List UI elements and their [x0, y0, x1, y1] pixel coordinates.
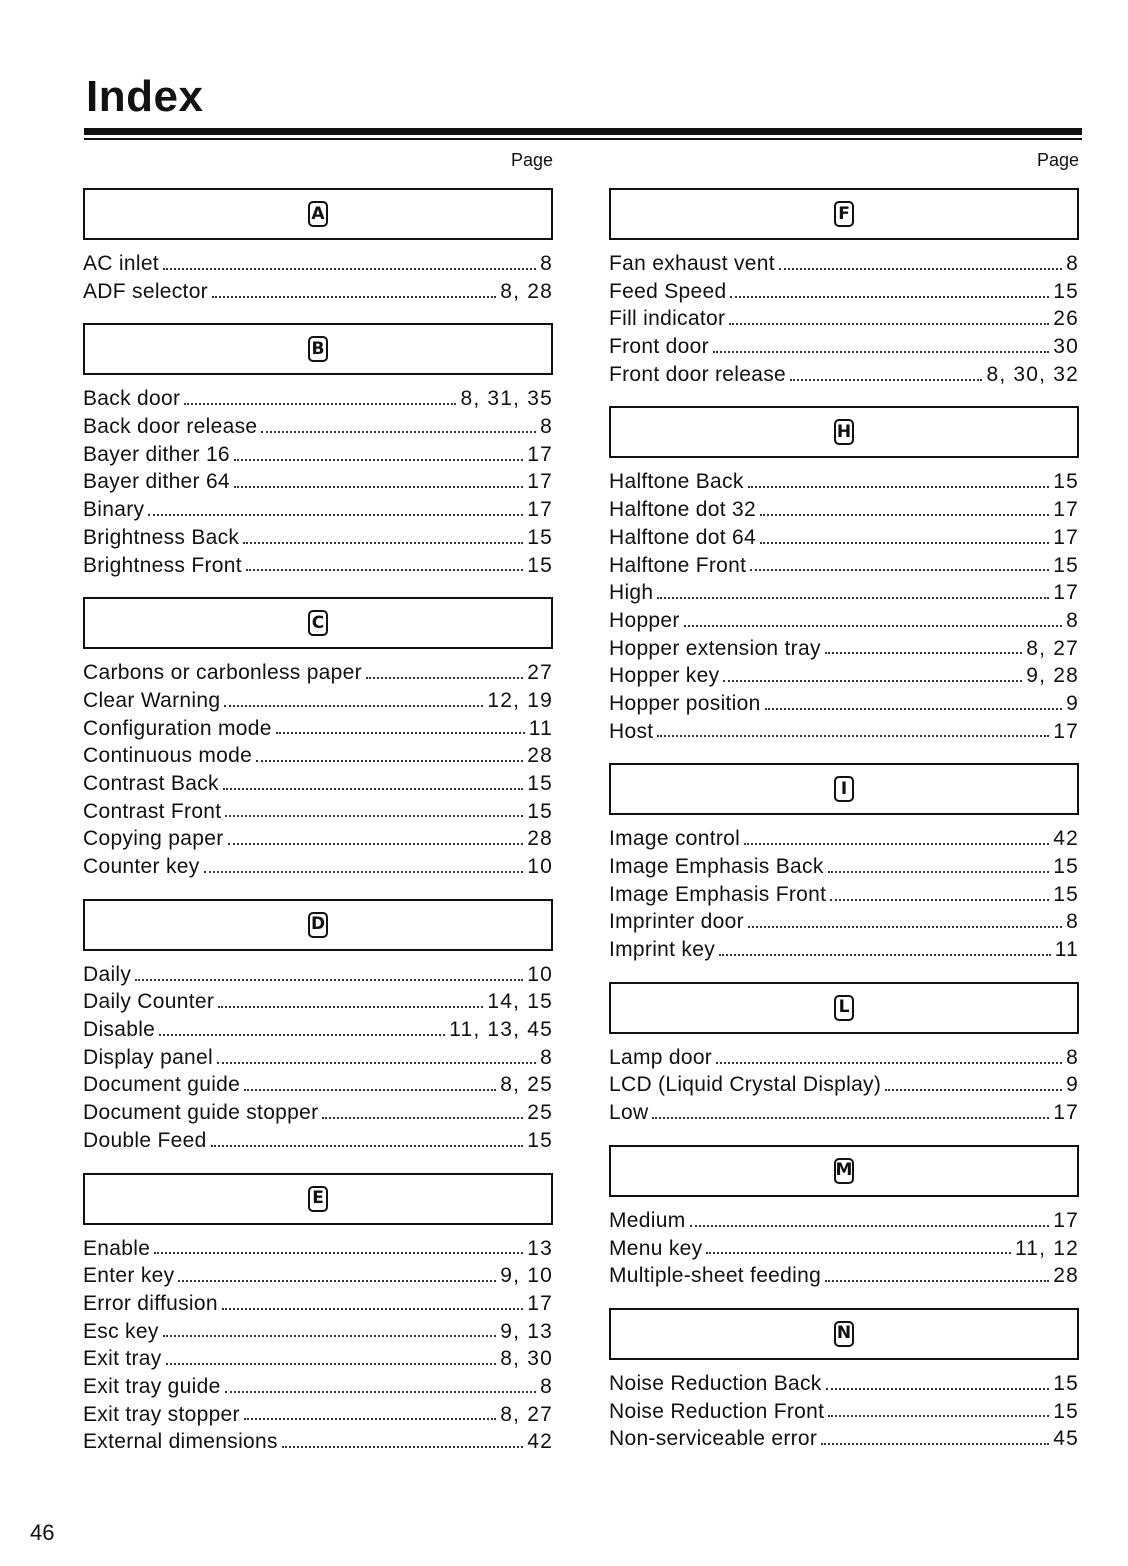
entry-term: Halftone Front: [609, 553, 747, 577]
entry-term: Exit tray: [83, 1347, 162, 1371]
dot-leader: [135, 979, 523, 981]
dot-leader: [706, 1252, 1011, 1254]
section-header-i: [609, 763, 1079, 815]
entry-pages: 28: [527, 744, 553, 768]
entry-term: Menu key: [609, 1236, 703, 1260]
index-entry: [609, 883, 1079, 911]
index-entry: [83, 1073, 553, 1101]
entry-term: Hopper extension tray: [609, 636, 821, 660]
entry-pages: 9: [1066, 691, 1079, 715]
entry-term: Document guide stopper: [83, 1101, 319, 1125]
entry-pages: 8, 31, 35: [460, 387, 553, 411]
index-entry: [609, 664, 1079, 692]
entry-term: Bayer dither 16: [83, 442, 230, 466]
page-column-label: Page: [1036, 150, 1079, 170]
section-header-e: [83, 1173, 553, 1225]
entry-term: Exit tray guide: [83, 1374, 221, 1398]
entry-pages: 10: [527, 962, 553, 986]
index-entry: [609, 307, 1079, 335]
entry-term: Feed Speed: [609, 279, 727, 303]
entry-pages: 17: [1053, 719, 1079, 743]
section-letter: M: [834, 1158, 854, 1184]
entry-pages: 17: [1053, 1208, 1079, 1232]
index-entry: [609, 280, 1079, 308]
dot-leader: [690, 1225, 1050, 1227]
index-entry: [83, 526, 553, 554]
index-entry: [609, 526, 1079, 554]
entry-term: Host: [609, 719, 654, 743]
entry-pages: 28: [1053, 1264, 1079, 1288]
entry-term: Configuration mode: [83, 716, 272, 740]
index-entry: [83, 744, 553, 772]
index-entry: [83, 717, 553, 745]
entry-pages: 15: [527, 799, 553, 823]
entry-term: Double Feed: [83, 1128, 207, 1152]
dot-leader: [765, 708, 1063, 710]
dot-leader: [825, 652, 1023, 654]
index-entry: [83, 554, 553, 582]
dot-leader: [828, 1415, 1049, 1417]
entry-pages: 42: [1053, 827, 1079, 851]
index-entry: [83, 1018, 553, 1046]
dot-leader: [218, 1006, 483, 1008]
entry-pages: 15: [1053, 1371, 1079, 1395]
index-entry: [609, 363, 1079, 391]
index-entry: [609, 335, 1079, 363]
index-entry-list: [83, 1237, 553, 1459]
index-entry: [83, 498, 553, 526]
dot-leader: [244, 1418, 496, 1420]
entry-term: Noise Reduction Back: [609, 1371, 822, 1395]
entry-pages: 12, 19: [487, 688, 553, 712]
dot-leader: [821, 1443, 1049, 1445]
dot-leader: [652, 1117, 1049, 1119]
dot-leader: [657, 597, 1049, 599]
dot-leader: [224, 705, 483, 707]
index-entry: [609, 910, 1079, 938]
entry-pages: 9, 28: [1026, 664, 1079, 688]
index-entry: [609, 554, 1079, 582]
section-header-n: [609, 1308, 1079, 1360]
entry-pages: 8: [1066, 608, 1079, 632]
entry-pages: 15: [1053, 882, 1079, 906]
entry-pages: 8: [540, 1045, 553, 1069]
entry-pages: 45: [1053, 1427, 1079, 1451]
index-entry: [609, 609, 1079, 637]
entry-pages: 25: [527, 1101, 553, 1125]
entry-term: Halftone dot 32: [609, 498, 756, 522]
entry-term: Fan exhaust vent: [609, 252, 775, 275]
entry-term: Image control: [609, 827, 741, 851]
entry-term: Clear Warning: [83, 688, 221, 712]
dot-leader: [716, 1062, 1062, 1064]
index-entry: [83, 1292, 553, 1320]
index-entry: [609, 855, 1079, 883]
index-entry: [83, 772, 553, 800]
section-letter: D: [308, 912, 328, 938]
entry-pages: 13: [527, 1236, 553, 1260]
dot-leader: [826, 1388, 1050, 1390]
entry-pages: 17: [1053, 525, 1079, 549]
dot-leader: [246, 569, 523, 571]
dot-leader: [322, 1117, 523, 1119]
section-letter: L: [834, 995, 854, 1021]
dot-leader: [282, 1446, 523, 1448]
section-letter: C: [308, 610, 328, 636]
page-number: 46: [30, 1520, 55, 1545]
dot-leader: [276, 732, 525, 734]
dot-leader: [885, 1089, 1062, 1091]
entry-pages: 17: [1053, 498, 1079, 522]
entry-term: ADF selector: [83, 279, 208, 303]
index-entry: [83, 470, 553, 498]
index-entry: [83, 990, 553, 1018]
entry-term: Contrast Back: [83, 771, 219, 795]
entry-term: Daily: [83, 962, 132, 986]
index-entry-list: [609, 1372, 1079, 1455]
dot-leader: [225, 815, 523, 817]
entry-pages: 8: [1066, 252, 1079, 275]
index-entry: [609, 1209, 1079, 1237]
entry-term: Counter key: [83, 855, 200, 878]
index-entry: [609, 252, 1079, 280]
entry-pages: 8, 28: [500, 279, 553, 303]
index-entry: [83, 963, 553, 991]
index-entry: [609, 1237, 1079, 1265]
entry-term: Medium: [609, 1208, 686, 1232]
index-entry: [83, 1046, 553, 1074]
section-header-h: [609, 406, 1079, 458]
index-entry: [83, 415, 553, 443]
entry-term: Brightness Back: [83, 525, 240, 549]
entry-term: Back door: [83, 387, 181, 411]
section-letter: H: [834, 419, 854, 445]
entry-pages: 15: [1053, 470, 1079, 494]
index-entry-list: [83, 963, 553, 1157]
index-entry: [83, 689, 553, 717]
dot-leader: [830, 899, 1049, 901]
entry-pages: 28: [527, 827, 553, 851]
dot-leader: [148, 514, 523, 516]
entry-pages: 11, 12: [1014, 1236, 1079, 1260]
dot-leader: [217, 1062, 536, 1064]
index-entry-list: [609, 827, 1079, 965]
index-entry: [609, 1427, 1079, 1455]
dot-leader: [222, 1308, 523, 1310]
index-column-left: [83, 148, 553, 1474]
entry-pages: 11: [1054, 938, 1079, 962]
entry-term: Exit tray stopper: [83, 1402, 240, 1426]
entry-term: LCD (Liquid Crystal Display): [609, 1073, 882, 1097]
dot-leader: [779, 268, 1062, 270]
index-entry-list: [83, 387, 553, 581]
entry-pages: 15: [1053, 553, 1079, 577]
dot-leader: [163, 1335, 497, 1337]
dot-leader: [228, 843, 524, 845]
entry-term: Hopper key: [609, 664, 720, 688]
dot-leader: [223, 788, 523, 790]
entry-term: Continuous mode: [83, 744, 253, 768]
index-entry-list: [609, 252, 1079, 390]
dot-leader: [225, 1391, 537, 1393]
dot-leader: [760, 514, 1049, 516]
entry-term: Image Emphasis Back: [609, 855, 824, 878]
index-entry: [83, 1320, 553, 1348]
index-entry: [83, 1375, 553, 1403]
index-entry: [609, 498, 1079, 526]
section-letter: A: [308, 201, 328, 227]
index-entry: [83, 387, 553, 415]
dot-leader: [729, 323, 1049, 325]
entry-term: Contrast Front: [83, 799, 222, 823]
dot-leader: [261, 431, 536, 433]
index-entry: [609, 470, 1079, 498]
index-entry: [83, 1403, 553, 1431]
dot-leader: [211, 1145, 524, 1147]
entry-pages: 17: [1053, 1101, 1079, 1125]
page-column-label: Page: [510, 150, 553, 170]
dot-leader: [163, 268, 536, 270]
dot-leader: [828, 871, 1050, 873]
index-entry: [609, 692, 1079, 720]
entry-term: Hopper: [609, 608, 680, 632]
section-letter: E: [308, 1186, 328, 1212]
section-header-d: [83, 899, 553, 951]
index-entry: [83, 800, 553, 828]
dot-leader: [154, 1252, 523, 1254]
entry-pages: 8: [1066, 910, 1079, 934]
entry-pages: 8: [540, 415, 553, 439]
entry-term: Hopper position: [609, 691, 761, 715]
entry-term: Low: [609, 1101, 649, 1125]
entry-pages: 14, 15: [487, 990, 553, 1014]
entry-pages: 8, 27: [500, 1402, 553, 1426]
title-rule-thick: [84, 128, 1082, 135]
dot-leader: [760, 542, 1049, 544]
entry-term: Binary: [83, 498, 145, 522]
entry-pages: 15: [527, 553, 553, 577]
dot-leader: [750, 569, 1049, 571]
dot-leader: [723, 680, 1022, 682]
index-entry-list: [609, 1209, 1079, 1292]
dot-leader: [657, 735, 1049, 737]
dot-leader: [243, 542, 523, 544]
dot-leader: [166, 1363, 497, 1365]
entry-pages: 11, 13, 45: [449, 1018, 553, 1042]
dot-leader: [748, 926, 1062, 928]
dot-leader: [719, 954, 1051, 956]
entry-pages: 11: [528, 716, 553, 740]
index-entry: [609, 1400, 1079, 1428]
dot-leader: [748, 486, 1050, 488]
index-entry: [83, 1237, 553, 1265]
index-entry: [83, 280, 553, 308]
index-entry: [83, 855, 553, 883]
index-entry: [609, 581, 1079, 609]
page-title: Index: [86, 72, 204, 121]
entry-pages: 10: [527, 855, 553, 878]
index-entry: [609, 720, 1079, 748]
entry-pages: 15: [527, 1128, 553, 1152]
index-entry: [83, 661, 553, 689]
dot-leader: [159, 1034, 445, 1036]
dot-leader: [234, 459, 523, 461]
entry-term: Brightness Front: [83, 553, 242, 577]
index-entry: [83, 827, 553, 855]
entry-term: Error diffusion: [83, 1291, 218, 1315]
dot-leader: [744, 843, 1049, 845]
entry-term: Halftone Back: [609, 470, 744, 494]
entry-term: Back door release: [83, 415, 258, 439]
entry-term: Daily Counter: [83, 990, 215, 1014]
entry-pages: 8, 25: [500, 1073, 553, 1097]
entry-term: Imprint key: [609, 938, 715, 962]
entry-pages: 26: [1053, 307, 1079, 331]
index-entry-list: [609, 470, 1079, 747]
index-entry: [83, 443, 553, 471]
entry-term: External dimensions: [83, 1430, 278, 1454]
entry-pages: 8: [540, 252, 553, 275]
entry-term: Front door release: [609, 362, 786, 386]
index-entry: [609, 1101, 1079, 1129]
index-entry: [83, 252, 553, 280]
index-entry: [83, 1347, 553, 1375]
dot-leader: [730, 296, 1049, 298]
index-entry-list: [83, 252, 553, 307]
index-column-right: [609, 148, 1079, 1471]
entry-term: Noise Reduction Front: [609, 1399, 825, 1423]
dot-leader: [256, 760, 523, 762]
entry-term: Esc key: [83, 1319, 159, 1343]
entry-term: Image Emphasis Front: [609, 882, 827, 906]
entry-pages: 17: [527, 1291, 553, 1315]
entry-term: Enter key: [83, 1264, 175, 1288]
entry-pages: 15: [1053, 279, 1079, 303]
entry-term: Halftone dot 64: [609, 525, 756, 549]
title-rule-thin: [84, 138, 1082, 140]
section-letter: I: [834, 776, 854, 802]
index-entry: [83, 1430, 553, 1458]
section-letter: B: [308, 336, 328, 362]
entry-term: Front door: [609, 335, 709, 359]
entry-pages: 15: [1053, 1399, 1079, 1423]
entry-term: Copying paper: [83, 827, 224, 851]
index-entry: [83, 1129, 553, 1157]
entry-pages: 17: [527, 442, 553, 466]
entry-term: AC inlet: [83, 252, 159, 275]
entry-pages: 17: [1053, 581, 1079, 605]
section-list: [83, 188, 553, 1458]
section-list: [609, 188, 1079, 1455]
section-header-b: [83, 323, 553, 375]
entry-pages: 9, 13: [500, 1319, 553, 1343]
entry-pages: 8, 30: [500, 1347, 553, 1371]
index-entry: [609, 1372, 1079, 1400]
dot-leader: [178, 1280, 496, 1282]
index-entry: [609, 1046, 1079, 1074]
section-letter: N: [834, 1321, 854, 1347]
dot-leader: [366, 677, 523, 679]
entry-term: Fill indicator: [609, 307, 726, 331]
entry-pages: 8: [540, 1374, 553, 1398]
entry-term: High: [609, 581, 654, 605]
index-entry: [609, 1073, 1079, 1101]
index-entry-list: [609, 1046, 1079, 1129]
entry-pages: 8, 30, 32: [986, 362, 1079, 386]
entry-term: Enable: [83, 1236, 151, 1260]
entry-pages: 9: [1066, 1073, 1079, 1097]
entry-pages: 17: [527, 470, 553, 494]
entry-pages: 30: [1053, 335, 1079, 359]
entry-term: Imprinter door: [609, 910, 744, 934]
dot-leader: [212, 296, 496, 298]
entry-pages: 42: [527, 1430, 553, 1454]
section-letter: F: [834, 201, 854, 227]
index-entry: [609, 637, 1079, 665]
entry-pages: 9, 10: [500, 1264, 553, 1288]
entry-term: Non-serviceable error: [609, 1427, 818, 1451]
entry-term: Disable: [83, 1018, 156, 1042]
entry-term: Document guide: [83, 1073, 241, 1097]
entry-pages: 17: [527, 498, 553, 522]
dot-leader: [825, 1280, 1049, 1282]
dot-leader: [184, 403, 456, 405]
entry-pages: 15: [527, 771, 553, 795]
entry-term: Carbons or carbonless paper: [83, 661, 362, 685]
entry-term: Bayer dither 64: [83, 470, 230, 494]
dot-leader: [790, 379, 982, 381]
dot-leader: [244, 1089, 496, 1091]
entry-term: Lamp door: [609, 1045, 713, 1069]
dot-leader: [204, 871, 524, 873]
index-entry: [609, 938, 1079, 966]
index-entry: [83, 1101, 553, 1129]
index-entry: [83, 1264, 553, 1292]
section-header-a: [83, 188, 553, 240]
entry-pages: 15: [1053, 855, 1079, 878]
index-entry: [609, 827, 1079, 855]
entry-pages: 8, 27: [1026, 636, 1079, 660]
dot-leader: [684, 625, 1062, 627]
index-entry: [609, 1264, 1079, 1292]
section-header-m: [609, 1145, 1079, 1197]
section-header-c: [83, 597, 553, 649]
entry-term: Multiple-sheet feeding: [609, 1264, 822, 1288]
entry-pages: 27: [527, 661, 553, 685]
entry-pages: 8: [1066, 1045, 1079, 1069]
entry-pages: 15: [527, 525, 553, 549]
section-header-f: [609, 188, 1079, 240]
entry-term: Display panel: [83, 1045, 213, 1069]
dot-leader: [234, 486, 523, 488]
dot-leader: [713, 351, 1049, 353]
index-entry-list: [83, 661, 553, 883]
section-header-l: [609, 982, 1079, 1034]
